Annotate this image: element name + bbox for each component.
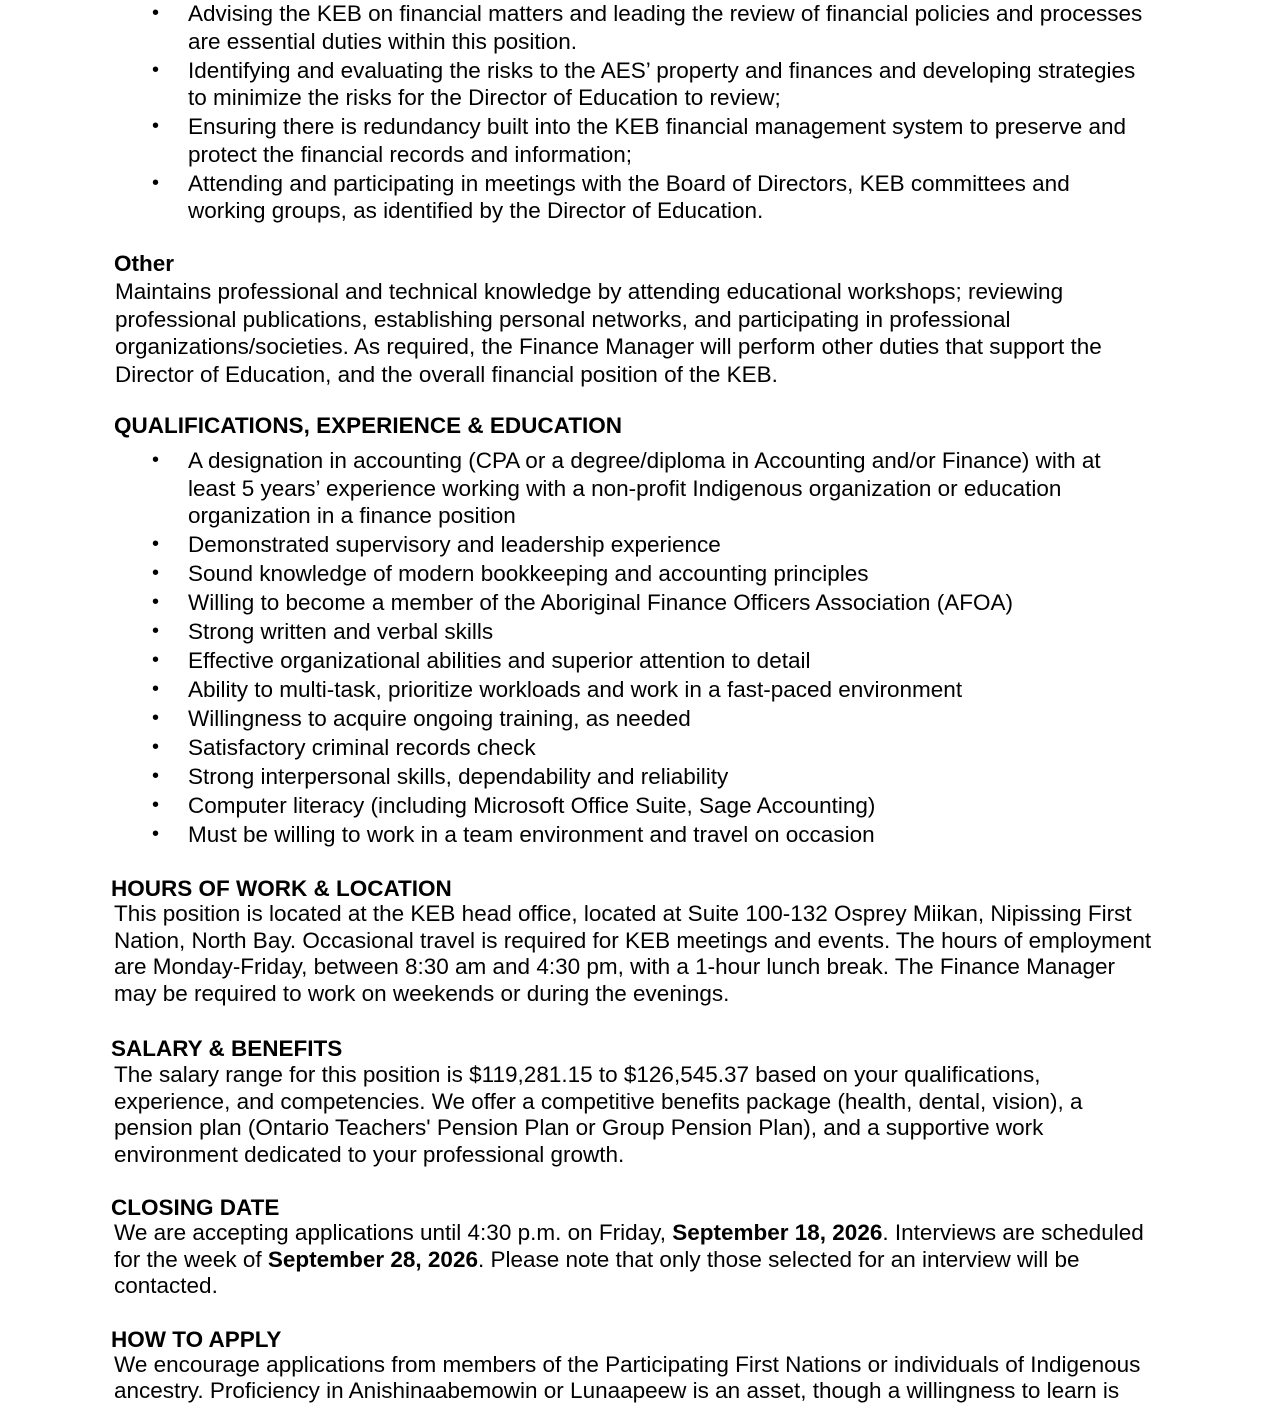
bullet-icon: •: [152, 562, 160, 584]
closing-date: September 18, 2026: [672, 1220, 883, 1245]
bullet-icon: •: [152, 58, 160, 81]
bullet-icon: •: [152, 736, 160, 758]
bullet-icon: •: [152, 678, 160, 700]
apply-heading: HOW TO APPLY: [111, 1327, 282, 1352]
qualifications-heading: QUALIFICATIONS, EXPERIENCE & EDUCATION: [114, 413, 622, 438]
bullet-icon: •: [152, 620, 160, 642]
list-item: • Strong interpersonal skills, dependability and reliability: [152, 764, 729, 789]
duties-list: [150, 0, 1150, 226]
list-item: • Attending and participating in meetings with the Board of Directors, KEB committees and working groups, as identified by the Director of Education.: [152, 170, 1070, 223]
bullet-icon: •: [152, 115, 160, 137]
closing-heading: CLOSING DATE: [111, 1195, 280, 1220]
interview-week-date: September 28, 2026: [267, 1246, 478, 1272]
bullet-icon: •: [152, 765, 160, 787]
bullet-icon: •: [152, 533, 160, 555]
bullet-icon: •: [152, 171, 160, 194]
closing-paragraph: We are accepting applications until 4:30 p.m. on Friday, September 18, 2026. Interviews are scheduled for the week of September 28, 2026. Please note that only those selected for an interview will be contacted.: [114, 1220, 1144, 1298]
list-item: • Strong written and verbal skills: [152, 619, 494, 644]
salary-heading: SALARY & BENEFITS: [111, 1036, 343, 1061]
list-item: • Ability to multi-task, prioritize workloads and work in a fast-paced environment: [152, 677, 963, 702]
hours-heading: HOURS OF WORK & LOCATION: [111, 876, 452, 901]
list-item: • A designation in accounting (CPA or a degree/diploma in Accounting and/or Finance) with at least 5 years’ experience working with a non-profit Indigenous organization or education organization in a finance position: [152, 448, 1101, 528]
bullet-icon: •: [152, 649, 160, 671]
list-item: • Computer literacy (including Microsoft Office Suite, Sage Accounting): [152, 793, 876, 818]
qualifications-list: [150, 447, 1125, 850]
bullet-icon: •: [152, 794, 160, 816]
list-item: • Satisfactory criminal records check: [152, 735, 536, 760]
salary-paragraph: The salary range for this position is $119,281.15 to $126,545.37 based on your qualifications, experience, and competencies. We offer a competitive benefits package (health, dental, vision), a pension plan (Ontario Teachers' Pension Plan or Group Pension Plan), and a supportive work environment dedicated to your professional growth.: [114, 1062, 1083, 1167]
bullet-icon: •: [152, 449, 160, 471]
bullet-icon: •: [152, 2, 160, 24]
list-item: • Must be willing to work in a team environment and travel on occasion: [152, 822, 875, 847]
list-item: • Identifying and evaluating the risks to the AES’ property and finances and developing strategies to minimize the risks for the Director of Education to review;: [152, 57, 1136, 110]
other-paragraph: Maintains professional and technical knowledge by attending educational workshops; reviewing professional publications, establishing personal networks, and participating in professional organizations/societies. As required, the Finance Manager will perform other duties that support the Director of Education, and the overall financial position of the KEB.: [115, 279, 1102, 387]
list-item: • Willingness to acquire ongoing training, as needed: [152, 706, 691, 731]
list-item: • Ensuring there is redundancy built into the KEB financial management system to preserve and protect the financial records and information;: [152, 114, 1127, 167]
list-item: • Effective organizational abilities and superior attention to detail: [152, 648, 811, 673]
list-item: • Sound knowledge of modern bookkeeping and accounting principles: [152, 561, 869, 586]
hours-paragraph: This position is located at the KEB head office, located at Suite 100-132 Osprey Miikan, Nipissing First Nation, North Bay. Occasional travel is required for KEB meetings and events. The hours of employment are Monday-Friday, between 8:30 am and 4:30 pm, with a 1-hour lunch break. The Finance Manager may be required to work on weekends or during the evenings.: [114, 901, 1152, 1006]
list-item: • Willing to become a member of the Aboriginal Finance Officers Association (AFOA): [152, 590, 1013, 615]
bullet-icon: •: [152, 707, 160, 729]
other-heading: Other: [114, 251, 175, 276]
list-item: • Demonstrated supervisory and leadership experience: [152, 532, 721, 557]
bullet-icon: •: [152, 823, 160, 845]
bullet-icon: •: [152, 591, 160, 613]
list-item: • Advising the KEB on financial matters and leading the review of financial policies and processes are essential duties within this position.: [152, 1, 1143, 54]
apply-paragraph: We encourage applications from members of the Participating First Nations or individuals of Indigenous ancestry. Proficiency in Anishinaabemowin or Lunaapeew is an asset, though a willingness to learn is: [114, 1352, 1141, 1403]
